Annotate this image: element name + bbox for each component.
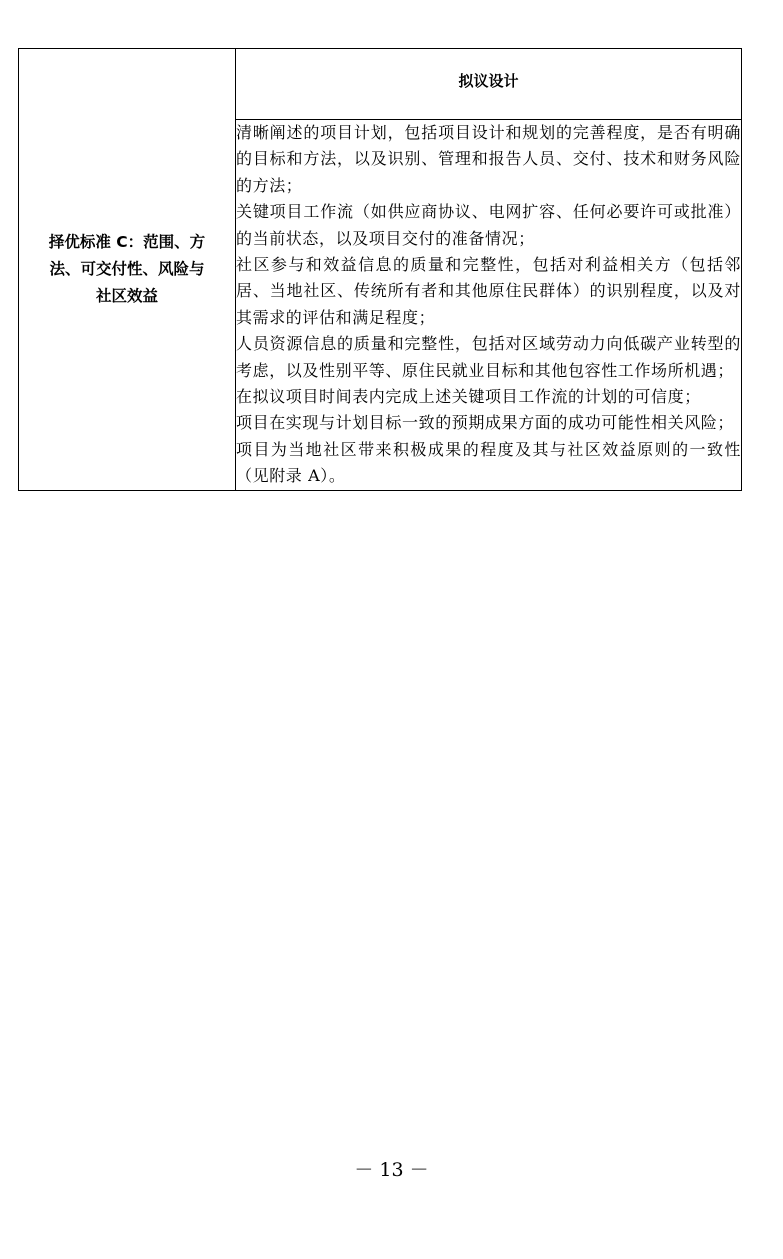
header-cell [236,49,742,120]
page-number: － 13 － [354,1159,429,1181]
criterion-label: 择优标准 C：范围、方法、可交付性、风险与社区效益 [48,232,206,305]
content-cell [236,120,742,491]
list-item: 在拟议项目时间表内完成上述关键项目工作流的计划的可信度； [236,387,701,407]
criteria-table [18,48,742,491]
table-header-row [19,49,742,120]
list-item: 关键项目工作流（如供应商协议、电网扩容、任何必要许可或批准）的当前状态，以及项目交付的准备情况； [236,202,741,248]
list-item: 项目在实现与计划目标一致的预期成果方面的成功可能性相关风险； [236,413,735,433]
list-item: 清晰阐述的项目计划，包括项目设计和规划的完善程度，是否有明确的目标和方法，以及识别、管理和报告人员、交付、技术和财务风险的方法； [236,123,741,195]
criterion-cell [19,49,236,491]
column-header: 拟议设计 [458,71,519,90]
list-item: 项目为当地社区带来积极成果的程度及其与社区效益原则的一致性（见附录 A）。 [236,439,741,486]
list-item: 社区参与和效益信息的质量和完整性，包括对利益相关方（包括邻居、当地社区、传统所有者和其他原住民群体）的识别程度，以及对其需求的评估和满足程度； [236,255,741,327]
list-item: 人员资源信息的质量和完整性，包括对区域劳动力向低碳产业转型的考虑，以及性别平等、原住民就业目标和其他包容性工作场所机遇； [236,334,741,380]
